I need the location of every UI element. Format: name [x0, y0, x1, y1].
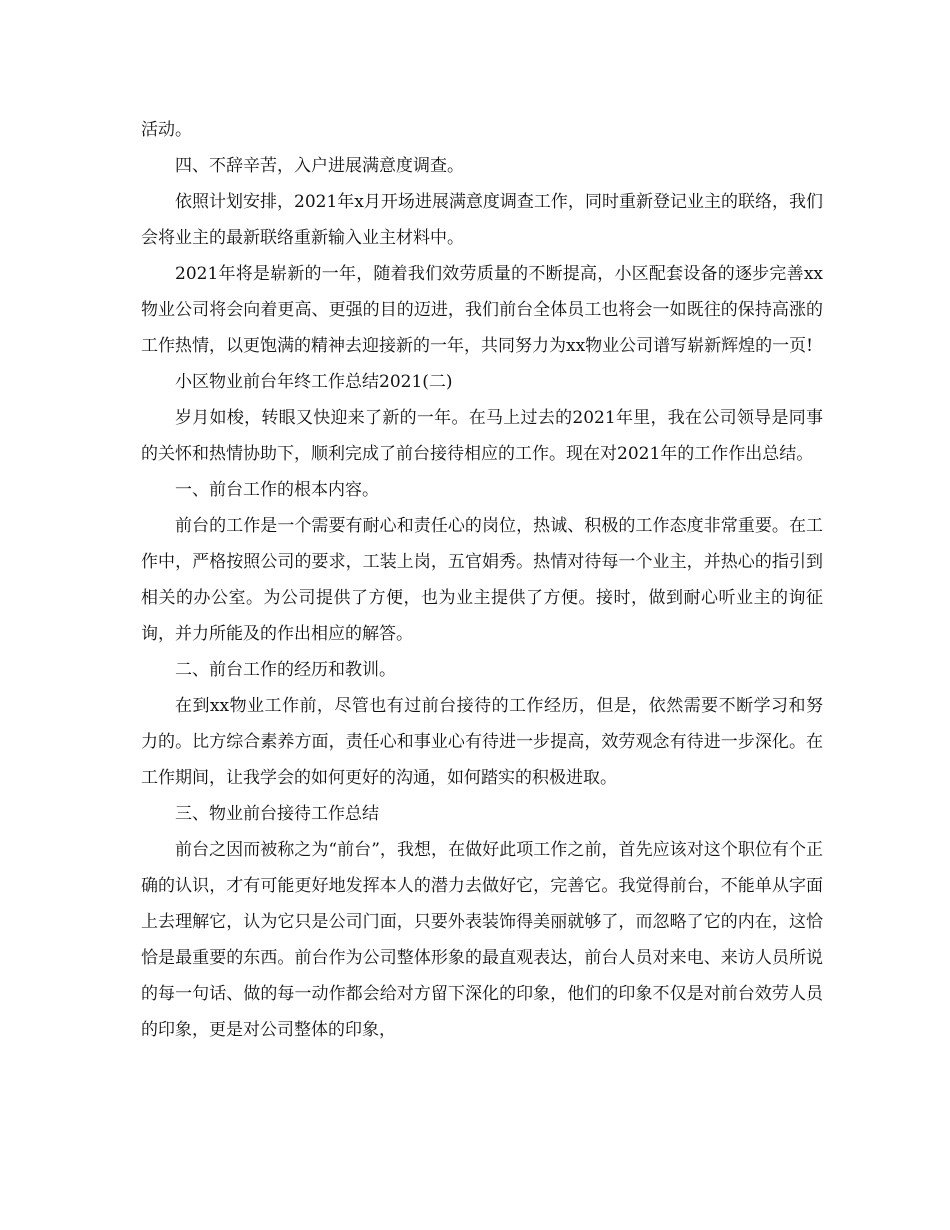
section-heading: 二、前台工作的经历和教训。: [175, 660, 396, 680]
body-paragraph: 活动。: [141, 120, 192, 140]
section-heading: 四、不辞辛苦，入户进展满意度调查。: [175, 156, 464, 176]
document-page: [141, 112, 823, 1048]
body-paragraph: 前台的工作是一个需要有耐心和责任心的岗位，热诚、积极的工作态度非常重要。在工作中，严格按照公司的要求，工装上岗，五官娟秀。热情对待每一个业主，并热心的指引到相关的办公室。为公司提供了方便，也为业主提供了方便。接时，做到耐心听业主的询征询，并力所能及的作出相应的解答。: [141, 516, 823, 644]
section-heading: 三、物业前台接待工作总结: [175, 804, 379, 824]
section-heading: 小区物业前台年终工作总结2021(二): [175, 372, 453, 392]
body-paragraph: 2021年将是崭新的一年，随着我们效劳质量的不断提高，小区配套设备的逐步完善xx物业公司将会向着更高、更强的目的迈进，我们前台全体员工也将会一如既往的保持高涨的工作热情，以更饱满的精神去迎接新的一年，共同努力为xx物业公司谱写崭新辉煌的一页!: [141, 264, 823, 356]
body-paragraph: 岁月如梭，转眼又快迎来了新的一年。在马上过去的2021年里，我在公司领导是同事的关怀和热情协助下，顺利完成了前台接待相应的工作。现在对2021年的工作作出总结。: [141, 408, 823, 464]
body-paragraph: 在到xx物业工作前，尽管也有过前台接待的工作经历，但是，依然需要不断学习和努力的。比方综合素养方面，责任心和事业心有待进一步提高，效劳观念有待进一步深化。在工作期间，让我学会的如何更好的沟通，如何踏实的积极进取。: [141, 696, 823, 788]
section-heading: 一、前台工作的根本内容。: [175, 480, 379, 500]
body-paragraph: 依照计划安排，2021年x月开场进展满意度调查工作，同时重新登记业主的联络，我们会将业主的最新联络重新输入业主材料中。: [141, 192, 823, 248]
body-paragraph: 前台之因而被称之为“前台”，我想，在做好此项工作之前，首先应该对这个职位有个正确的认识，才有可能更好地发挥本人的潜力去做好它，完善它。我觉得前台，不能单从字面上去理解它，认为它只是公司门面，只要外表装饰得美丽就够了，而忽略了它的内在，这恰恰是最重要的东西。前台作为公司整体形象的最直观表达，前台人员对来电、来访人员所说的每一句话、做的每一动作都会给对方留下深化的印象，他们的印象不仅是对前台效劳人员的印象，更是对公司整体的印象，: [141, 840, 823, 1040]
